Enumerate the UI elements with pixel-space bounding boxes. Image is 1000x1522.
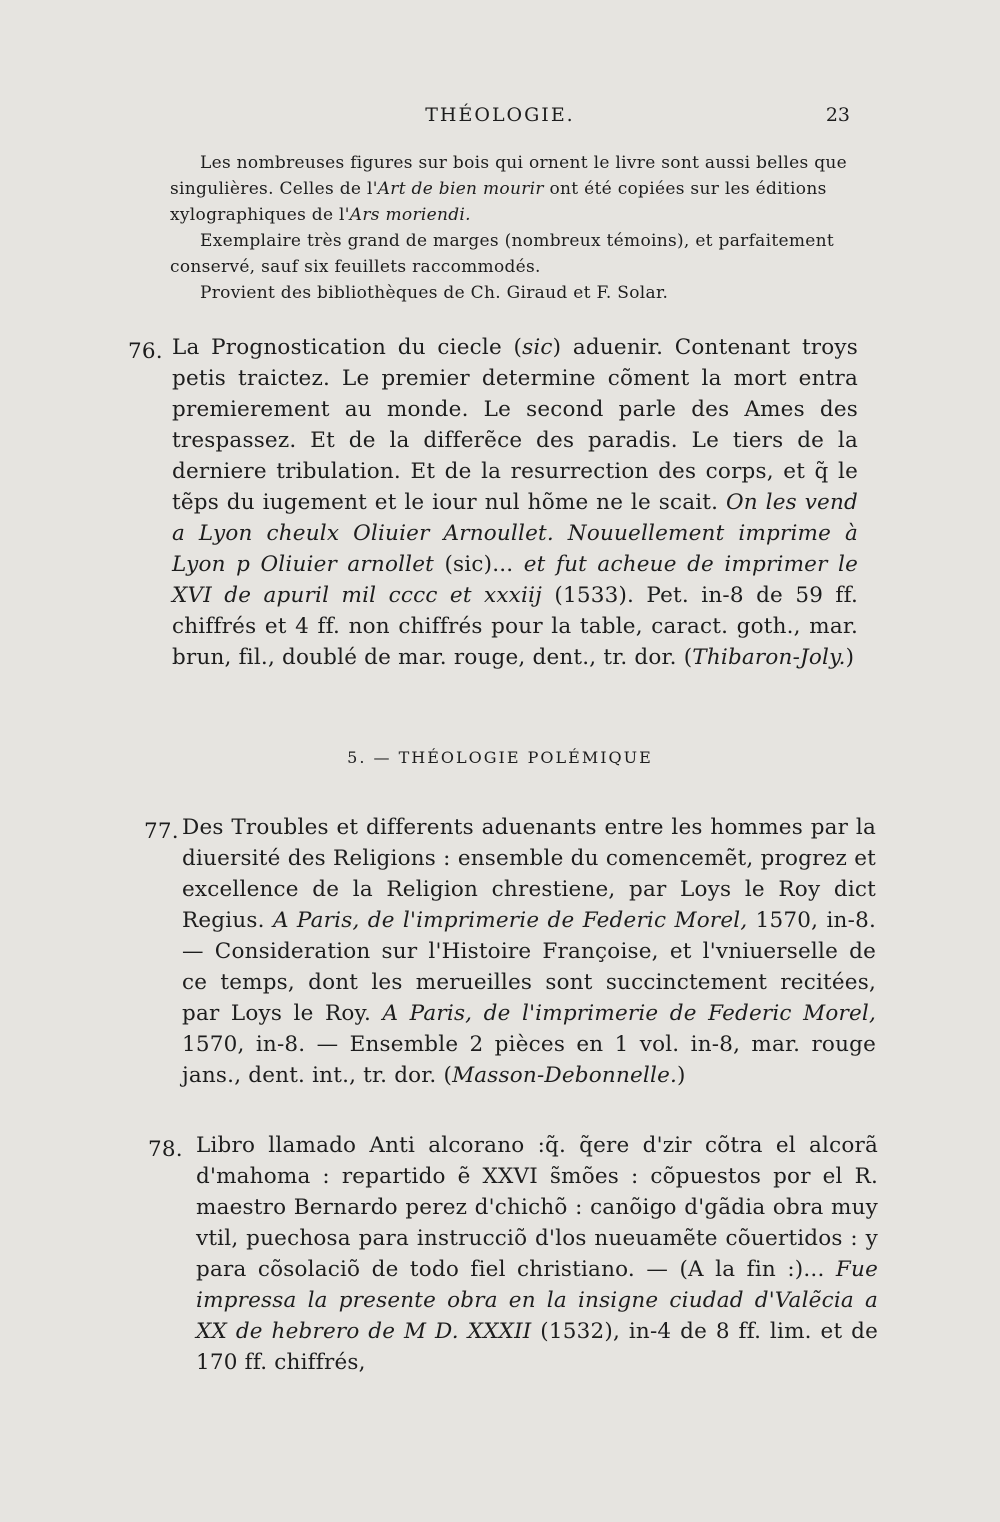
- note-paragraph-1: Les nombreuses figures sur bois qui ornent le livre sont aussi belles que singulières. Celles de l'Art de bien mourir ont été copiées sur les éditions xylographiques de l'Ars moriendi.: [170, 153, 847, 225]
- page-number: 23: [825, 104, 850, 126]
- note-paragraph-3: Provient des bibliothèques de Ch. Giraud et F. Solar.: [200, 283, 669, 303]
- entry-number: 78.: [148, 1137, 183, 1162]
- note-paragraph-2: Exemplaire très grand de marges (nombreux témoins), et parfaitement conservé, sauf six feuillets raccommodés.: [170, 231, 834, 277]
- running-title: THÉOLOGIE.: [425, 104, 575, 126]
- section-heading: 5. — THÉOLOGIE POLÉMIQUE: [347, 748, 653, 767]
- entry-number: 76.: [128, 339, 163, 364]
- note-block: [170, 150, 856, 306]
- catalog-entry-77: 77. Des Troubles et differents aduenants entre les hommes par la diuersité des Religions : ensemble du comencemẽt, progrez et excellence de la Religion chrestiene, par Loys le Roy dict Regius. A Paris, de l'imprimerie de Federic Morel, 1570, in-8. — Consideration sur l'Histoire Françoise, et l'vniuerselle de ce temps, dont les merueilles sont succinctement recitées, par Loys le Roy. A Paris, de l'imprimerie de Federic Morel, 1570, in-8. — Ensemble 2 pièces en 1 vol. in-8, mar. rouge jans., dent. int., tr. dor. (Masson-Debonnelle.): [144, 815, 876, 1088]
- catalog-entry-78: 78. Libro llamado Anti alcorano :q̃. q̃ere d'zir cõtra el alcorã d'mahoma : repartido ẽ XXVI s̃mões : cõpuestos por el R. maestro Bernardo perez d'chichõ : canõigo d'gãdia obra muy vtil, puechosa para instrucciõ d'los nueuamẽte cõuertidos : y para cõsolaciõ de todo fiel christiano. — (A la fin :)... Fue impressa la presente obra en la insigne ciudad d'Valẽcia a XX de hebrero de M D. XXXII (1532), in-4 de 8 ff. lim. et de 170 ff. chiffrés,: [148, 1133, 878, 1375]
- page-header: [0, 104, 1000, 134]
- catalog-entry-76: 76. La Prognostication du ciecle (sic) aduenir. Contenant troys petis traictez. Le premier determine cõment la mort entra premierement au monde. Le second parle des Ames des trespassez. Et de la differẽce des paradis. Le tiers de la derniere tribulation. Et de la resurrection des corps, et q̃ le tẽps du iugement et le iour nul hõme ne le scait. On les vend a Lyon cheulx Oliuier Arnoullet. Nouuellement imprime à Lyon p Oliuier arnollet (sic)... et fut acheue de imprimer le XVI de apuril mil cccc et xxxiij (1533). Pet. in-8 de 59 ff. chiffrés et 4 ff. non chiffrés pour la table, caract. goth., mar. brun, fil., doublé de mar. rouge, dent., tr. dor. (Thibaron-Joly.): [128, 335, 859, 670]
- entry-number: 77.: [144, 819, 179, 844]
